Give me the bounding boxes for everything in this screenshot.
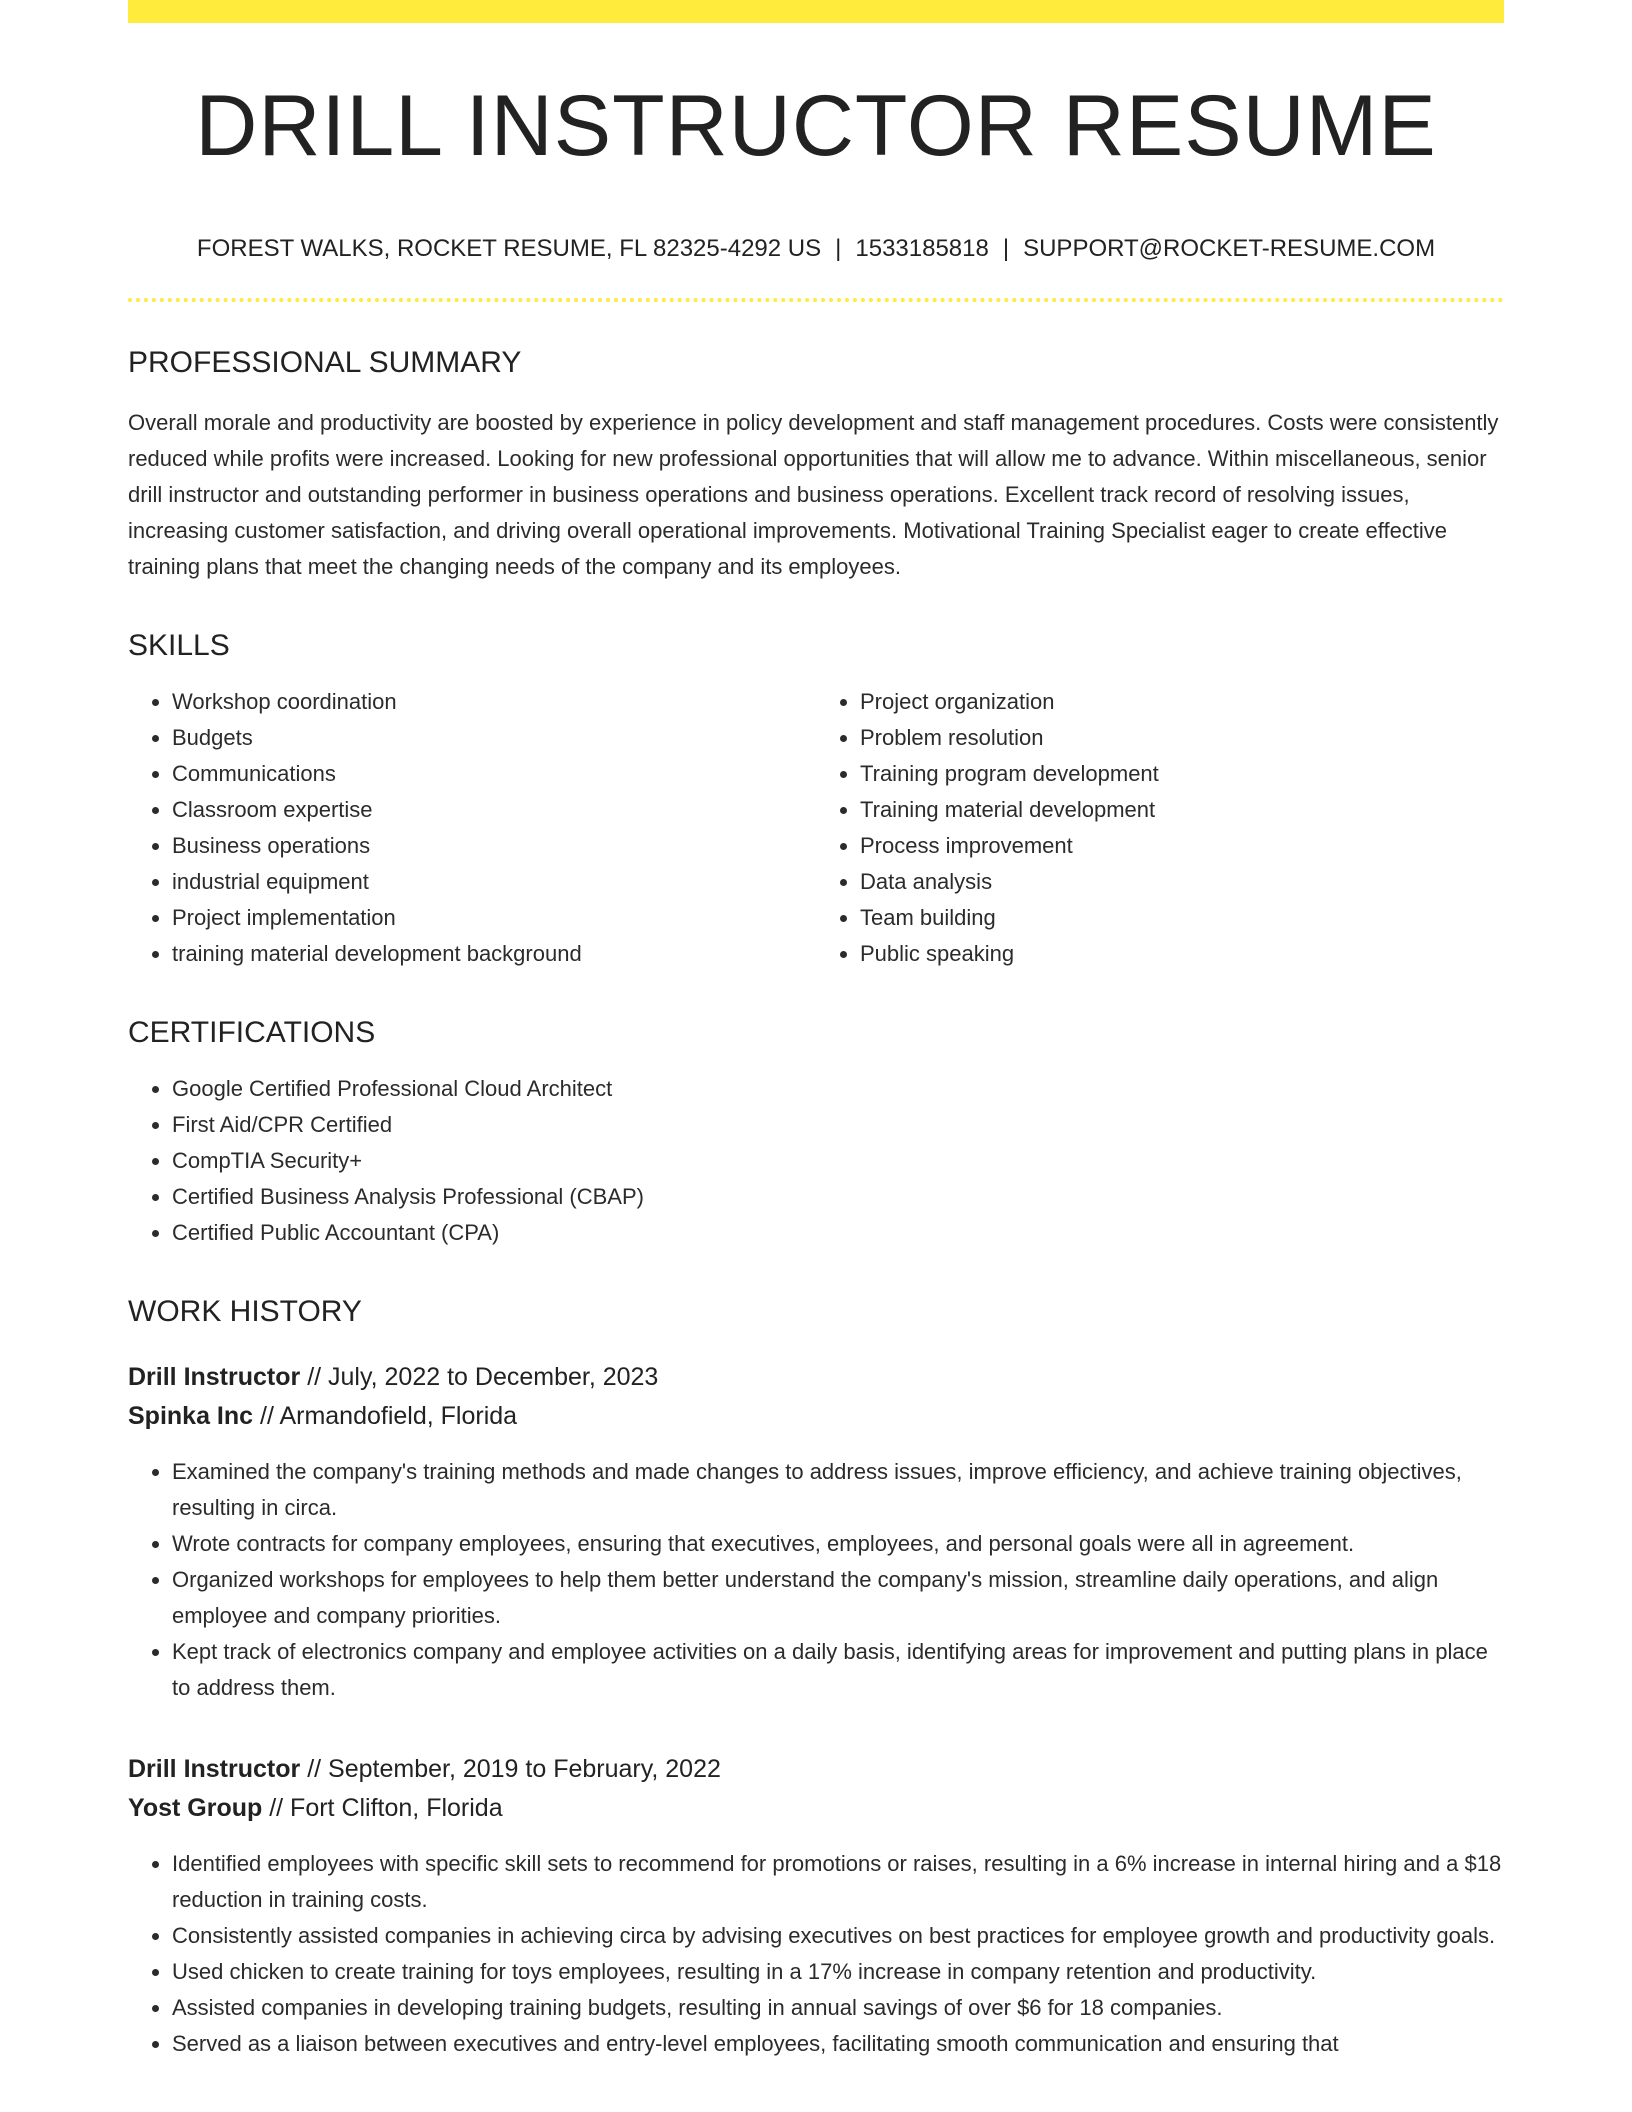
skills-columns	[128, 684, 1504, 972]
resume-page	[128, 0, 1504, 2062]
job-company: Spinka Inc	[128, 1401, 254, 1430]
job-entry	[128, 1750, 1504, 2062]
skills-right-list	[816, 684, 1504, 972]
contact-email: SUPPORT@ROCKET-RESUME.COM	[1023, 235, 1436, 262]
job-role: Drill Instructor	[128, 1362, 301, 1391]
list-item: • Business operations	[172, 828, 816, 864]
job-dates: // September, 2019 to February, 2022	[300, 1754, 721, 1783]
certifications-list	[128, 1071, 1504, 1251]
list-item: • Project organization	[860, 684, 1504, 720]
contact-line	[128, 235, 1504, 264]
list-item: • Certified Public Accountant (CPA)	[172, 1215, 1504, 1251]
list-item: • Data analysis	[860, 864, 1504, 900]
skills-heading: SKILLS	[128, 628, 230, 662]
accent-top-bar	[128, 0, 1504, 23]
list-item: • Used chicken to create training for toys employees, resulting in a 17% increase in company retention and productivity.	[172, 1954, 1504, 1990]
resume-title: DRILL INSTRUCTOR RESUME	[195, 78, 1437, 174]
job-role: Drill Instructor	[128, 1754, 301, 1783]
list-item: • Process improvement	[860, 828, 1504, 864]
certifications-heading: CERTIFICATIONS	[128, 1015, 376, 1049]
job-dates: // July, 2022 to December, 2023	[300, 1362, 659, 1391]
list-item: • Organized workshops for employees to help them better understand the company's mission, streamline daily operations, and align employee and company priorities.	[172, 1562, 1504, 1634]
list-item: • First Aid/CPR Certified	[172, 1107, 1504, 1143]
job-location: // Fort Clifton, Florida	[262, 1793, 503, 1822]
job-company: Yost Group	[128, 1793, 263, 1822]
list-item: • CompTIA Security+	[172, 1143, 1504, 1179]
list-item: • industrial equipment	[172, 864, 816, 900]
list-item: • Wrote contracts for company employees, ensuring that executives, employees, and personal goals were all in agreement.	[172, 1526, 1504, 1562]
list-item: • Consistently assisted companies in achieving circa by advising executives on best practices for employee growth and productivity goals.	[172, 1918, 1504, 1954]
contact-separator: |	[1002, 235, 1010, 262]
list-item: • Examined the company's training methods and made changes to address issues, improve efficiency, and achieve training objectives, resulting in circa.	[172, 1454, 1504, 1526]
list-item: • Assisted companies in developing training budgets, resulting in annual savings of over $6 for 18 companies.	[172, 1990, 1504, 2026]
list-item: • Workshop coordination	[172, 684, 816, 720]
list-item: • training material development background	[172, 936, 816, 972]
list-item: • Served as a liaison between executives and entry-level employees, facilitating smooth communication and ensuring that	[172, 2026, 1504, 2062]
job-company-line	[128, 1397, 1504, 1436]
list-item: • Certified Business Analysis Professional (CBAP)	[172, 1179, 1504, 1215]
job-role-line	[128, 1750, 1504, 1789]
list-item: • Budgets	[172, 720, 816, 756]
list-item: • Public speaking	[860, 936, 1504, 972]
job-bullets	[128, 1454, 1504, 1706]
contact-separator: |	[835, 235, 842, 262]
list-item: • Identified employees with specific skill sets to recommend for promotions or raises, resulting in a 6% increase in internal hiring and a $18 reduction in training costs.	[172, 1846, 1504, 1918]
summary-heading: PROFESSIONAL SUMMARY	[128, 345, 522, 379]
job-entry	[128, 1358, 1504, 1706]
job-company-line	[128, 1789, 1504, 1828]
list-item: • Communications	[172, 756, 816, 792]
list-item: • Kept track of electronics company and employee activities on a daily basis, identifying areas for improvement and putting plans in place to address them.	[172, 1634, 1504, 1706]
work-history-heading: WORK HISTORY	[128, 1294, 362, 1328]
job-location: // Armandofield, Florida	[253, 1401, 518, 1430]
list-item: • Google Certified Professional Cloud Architect	[172, 1071, 1504, 1107]
dotted-divider	[128, 298, 1504, 302]
list-item: • Problem resolution	[860, 720, 1504, 756]
job-role-line	[128, 1358, 1504, 1397]
list-item: • Training program development	[860, 756, 1504, 792]
summary-text: Overall morale and productivity are boosted by experience in policy development and staff management procedures. Costs were consistently reduced while profits were increased. Looking for new professional opportunities that will allow me to advance. Within miscellaneous, senior drill instructor and outstanding performer in business operations and business operations. Excellent track record of resolving issues, increasing customer satisfaction, and driving overall operational improvements. Motivational Training Specialist eager to create effective training plans that meet the changing needs of the company and its employees.	[128, 409, 1499, 579]
list-item: • Team building	[860, 900, 1504, 936]
list-item: • Classroom expertise	[172, 792, 816, 828]
skills-left-list	[128, 684, 816, 972]
list-item: • Training material development	[860, 792, 1504, 828]
list-item: • Project implementation	[172, 900, 816, 936]
job-bullets	[128, 1846, 1504, 2062]
contact-phone: 1533185818	[855, 235, 989, 262]
contact-address: FOREST WALKS, ROCKET RESUME, FL 82325-4292 US	[196, 235, 822, 262]
